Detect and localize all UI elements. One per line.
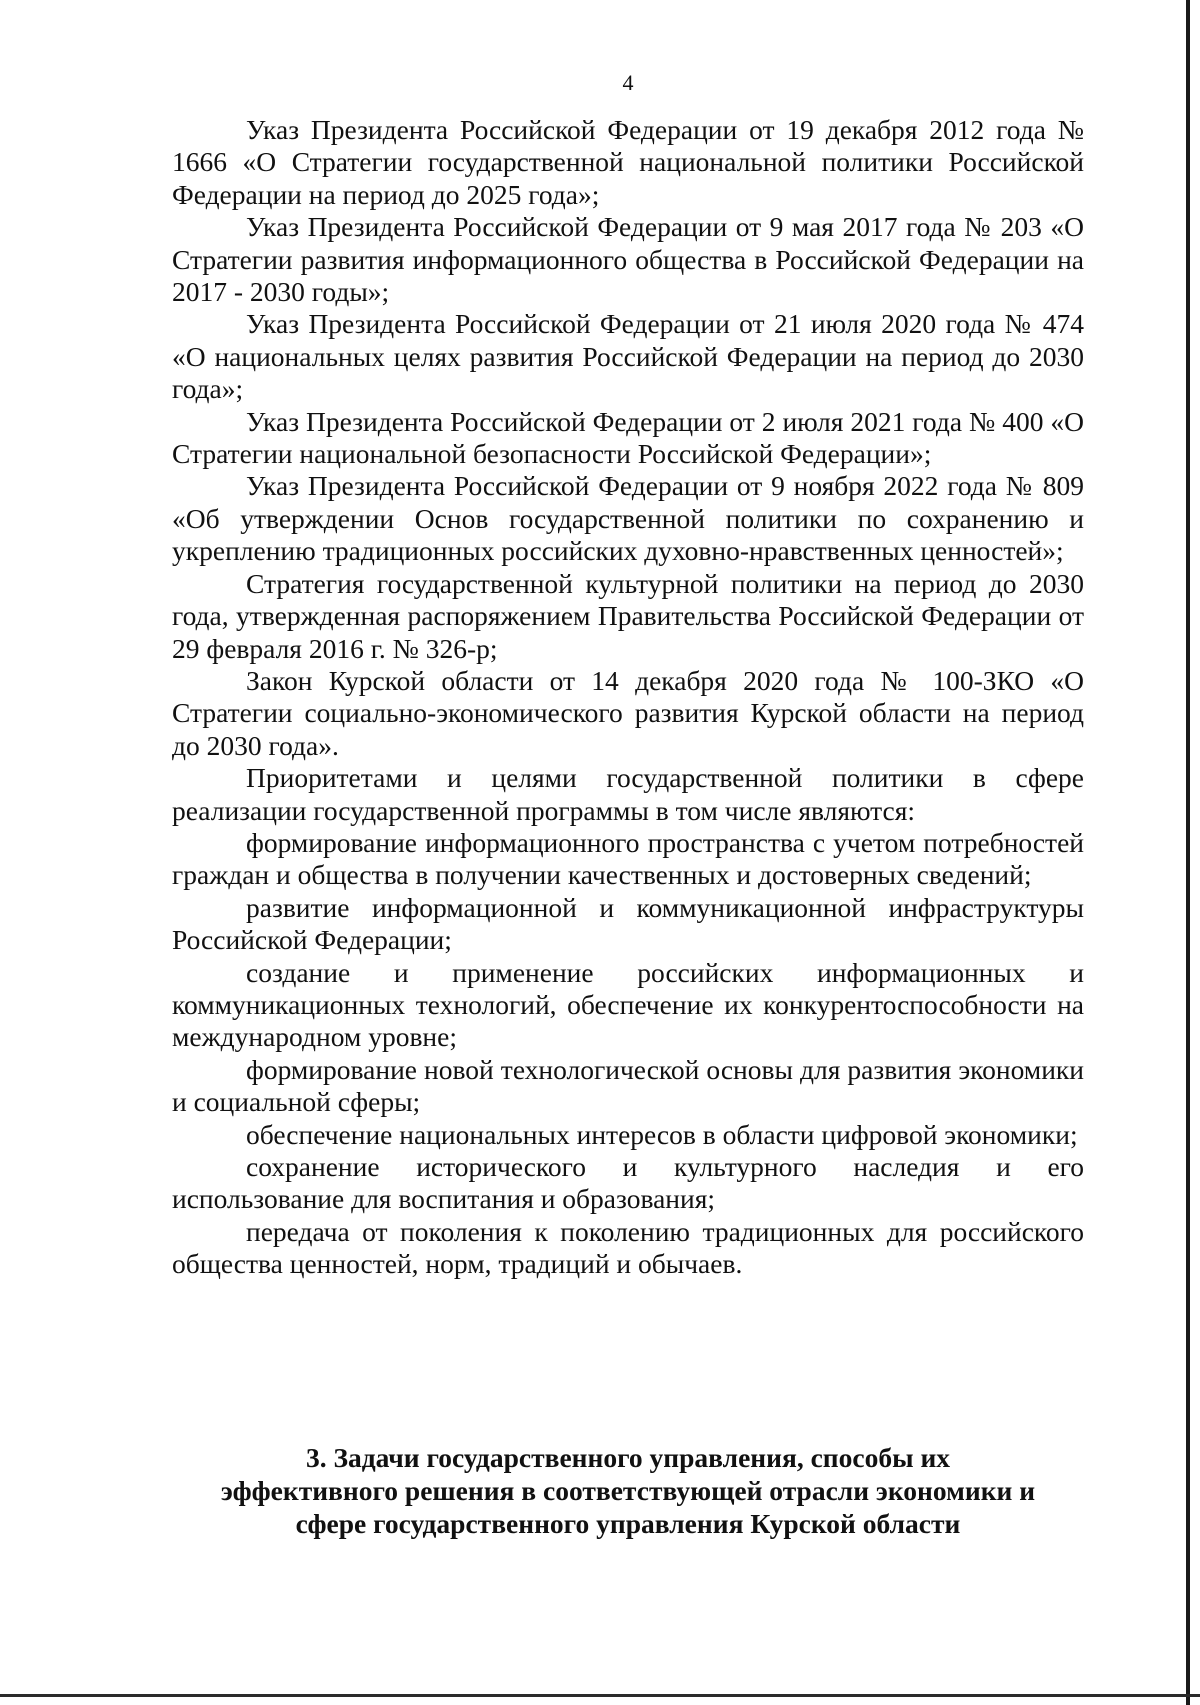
paragraph-cultural-strategy: Стратегия государственной культурной политики на период до 2030 года, утвержденная распоряжением Правительства Российской Федерации от 29 февраля 2016 г. № 326-р; — [172, 567, 1084, 664]
section-heading-line-3: сфере государственного управления Курской области — [295, 1508, 961, 1539]
list-item-infrastructure: развитие информационной и коммуникационной инфраструктуры Российской Федерации; — [172, 891, 1084, 956]
list-item-information-space: формирование информационного пространства с учетом потребностей граждан и общества в получении качественных и достоверных сведений; — [172, 826, 1084, 891]
list-item-traditions: передача от поколения к поколению традиционных для российского общества ценностей, норм, традиций и обычаев. — [172, 1215, 1084, 1280]
page-number: 4 — [622, 70, 634, 95]
paragraph-priorities-intro: Приоритетами и целями государственной политики в сфере реализации государственной программы в том числе являются: — [172, 762, 1084, 826]
section-heading-line-2: эффективного решения в соответствующей отрасли экономики и — [220, 1475, 1036, 1506]
paragraph-decree-809: Указ Президента Российской Федерации от 9 ноября 2022 года № 809 «Об утверждении Основ государственной политики по сохранению и укреплению традиционных российских духовно-нравственных ценностей»; — [172, 470, 1084, 567]
list-item-digital-economy: обеспечение национальных интересов в области цифровой экономики; — [246, 1118, 1078, 1150]
paragraph-decree-203: Указ Президента Российской Федерации от 9 мая 2017 года № 203 «О Стратегии развития информационного общества в Российской Федерации на 2017 - 2030 годы»; — [172, 211, 1084, 308]
scan-border-bottom — [0, 1694, 1200, 1697]
section-heading — [172, 1441, 1084, 1540]
list-item-technologies: создание и применение российских информационных и коммуникационных технологий, обеспечение их конкурентоспособности на международном уровне; — [172, 956, 1084, 1053]
list-item-technological-basis: формирование новой технологической основы для развития экономики и социальной сферы; — [172, 1053, 1084, 1118]
list-item-heritage: сохранение исторического и культурного наследия и его использование для воспитания и образования; — [172, 1151, 1084, 1215]
section-heading-line-1: 3. Задачи государственного управления, способы их — [305, 1442, 951, 1473]
document-body — [172, 114, 1084, 1281]
paragraph-decree-1666: Указ Президента Российской Федерации от 19 декабря 2012 года № 1666 «О Стратегии государственной национальной политики Российской Федерации на период до 2025 года»; — [172, 114, 1084, 210]
paragraph-kursk-law: Закон Курской области от 14 декабря 2020 года № 100-ЗКО «О Стратегии социально-экономического развития Курской области на период до 2030 года». — [172, 664, 1084, 761]
paragraph-decree-474: Указ Президента Российской Федерации от 21 июля 2020 года № 474 «О национальных целях развития Российской Федерации на период до 2030 года»; — [172, 308, 1084, 405]
scan-border-right — [1186, 0, 1190, 1705]
paragraph-decree-400: Указ Президента Российской Федерации от 2 июля 2021 года № 400 «О Стратегии национальной безопасности Российской Федерации»; — [172, 405, 1084, 470]
